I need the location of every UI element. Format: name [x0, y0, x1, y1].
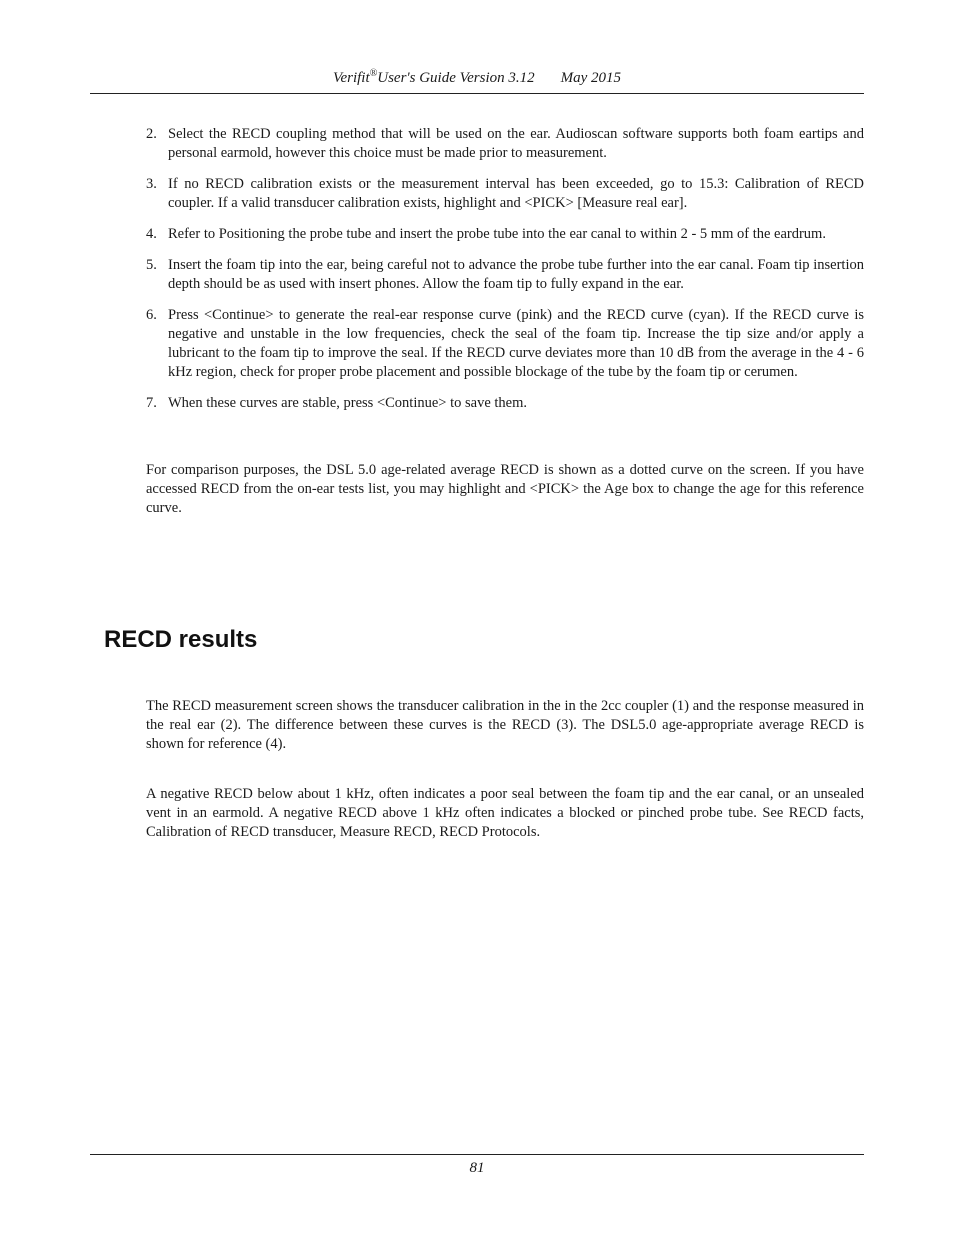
section-heading: RECD results: [104, 626, 258, 653]
step-text: When these curves are stable, press <Continue> to save them.: [168, 395, 528, 411]
step-item: [146, 175, 864, 213]
results-paragraph-1: The RECD measurement screen shows the transducer calibration in the in the 2cc coupler (1) and the response measured in the real ear (2). The difference between these curves is the RECD (3). The DSL5.0 age-appropriate average RECD is shown for reference (4).: [146, 698, 864, 752]
step-number: 3.: [146, 176, 157, 192]
step-text: If no RECD calibration exists or the measurement interval has been exceeded, go to 15.3: Calibration of RECD coupler. If a valid transducer calibration exists, highlight and <PICK> [Measure real ear].: [168, 176, 864, 211]
step-text: Refer to Positioning the probe tube and insert the probe tube into the ear canal to within 2 - 5 mm of the eardrum.: [168, 226, 826, 242]
step-text: Select the RECD coupling method that will be used on the ear. Audioscan software supports both foam eartips and personal earmold, however this choice must be made prior to measurement.: [168, 126, 864, 161]
header-brand: Verifit: [332, 70, 370, 86]
header-title: User's Guide Version 3.12: [377, 70, 535, 86]
step-item: [146, 306, 864, 382]
registered-mark: ®: [369, 68, 378, 79]
step-number: 7.: [146, 395, 157, 411]
step-text: Press <Continue> to generate the real-ear response curve (pink) and the RECD curve (cyan). If the RECD curve is negative and unstable in the low frequencies, check the seal of the foam tip. Increase the tip size and/or apply a lubricant to the foam tip to improve the seal. If the RECD curve deviates more than 10 dB from the average in the 4 - 6 kHz region, check for proper probe placement and possible blockage of the tube by the foam tip or cerumen.: [168, 307, 864, 380]
header-date: May 2015: [560, 70, 622, 86]
step-number: 2.: [146, 126, 157, 142]
step-item: [146, 394, 864, 413]
page-header: [90, 68, 864, 88]
footer-rule: [90, 1154, 864, 1155]
step-item: [146, 125, 864, 163]
step-number: 5.: [146, 257, 157, 273]
header-rule: [90, 93, 864, 94]
results-paragraph-2: A negative RECD below about 1 kHz, often indicates a poor seal between the foam tip and the ear canal, or an unsealed vent in an earmold. A negative RECD above 1 kHz often indicates a blocked or pinched probe tube. See RECD facts, Calibration of RECD transducer, Measure RECD, RECD Protocols.: [146, 786, 864, 840]
step-item: [146, 256, 864, 294]
step-number: 4.: [146, 226, 157, 242]
comparison-paragraph: For comparison purposes, the DSL 5.0 age-related average RECD is shown as a dotted curve on the screen. If you have accessed RECD from the on-ear tests list, you may highlight and <PICK> the Age box to change the age for this reference curve.: [146, 462, 864, 516]
procedure-steps-list: [146, 125, 864, 425]
step-number: 6.: [146, 307, 157, 323]
step-item: [146, 225, 864, 244]
step-text: Insert the foam tip into the ear, being careful not to advance the probe tube further into the ear canal. Foam tip insertion depth should be as used with insert phones. Allow the foam tip to fully expand in the ear.: [168, 257, 864, 292]
page-number: 81: [469, 1160, 485, 1176]
